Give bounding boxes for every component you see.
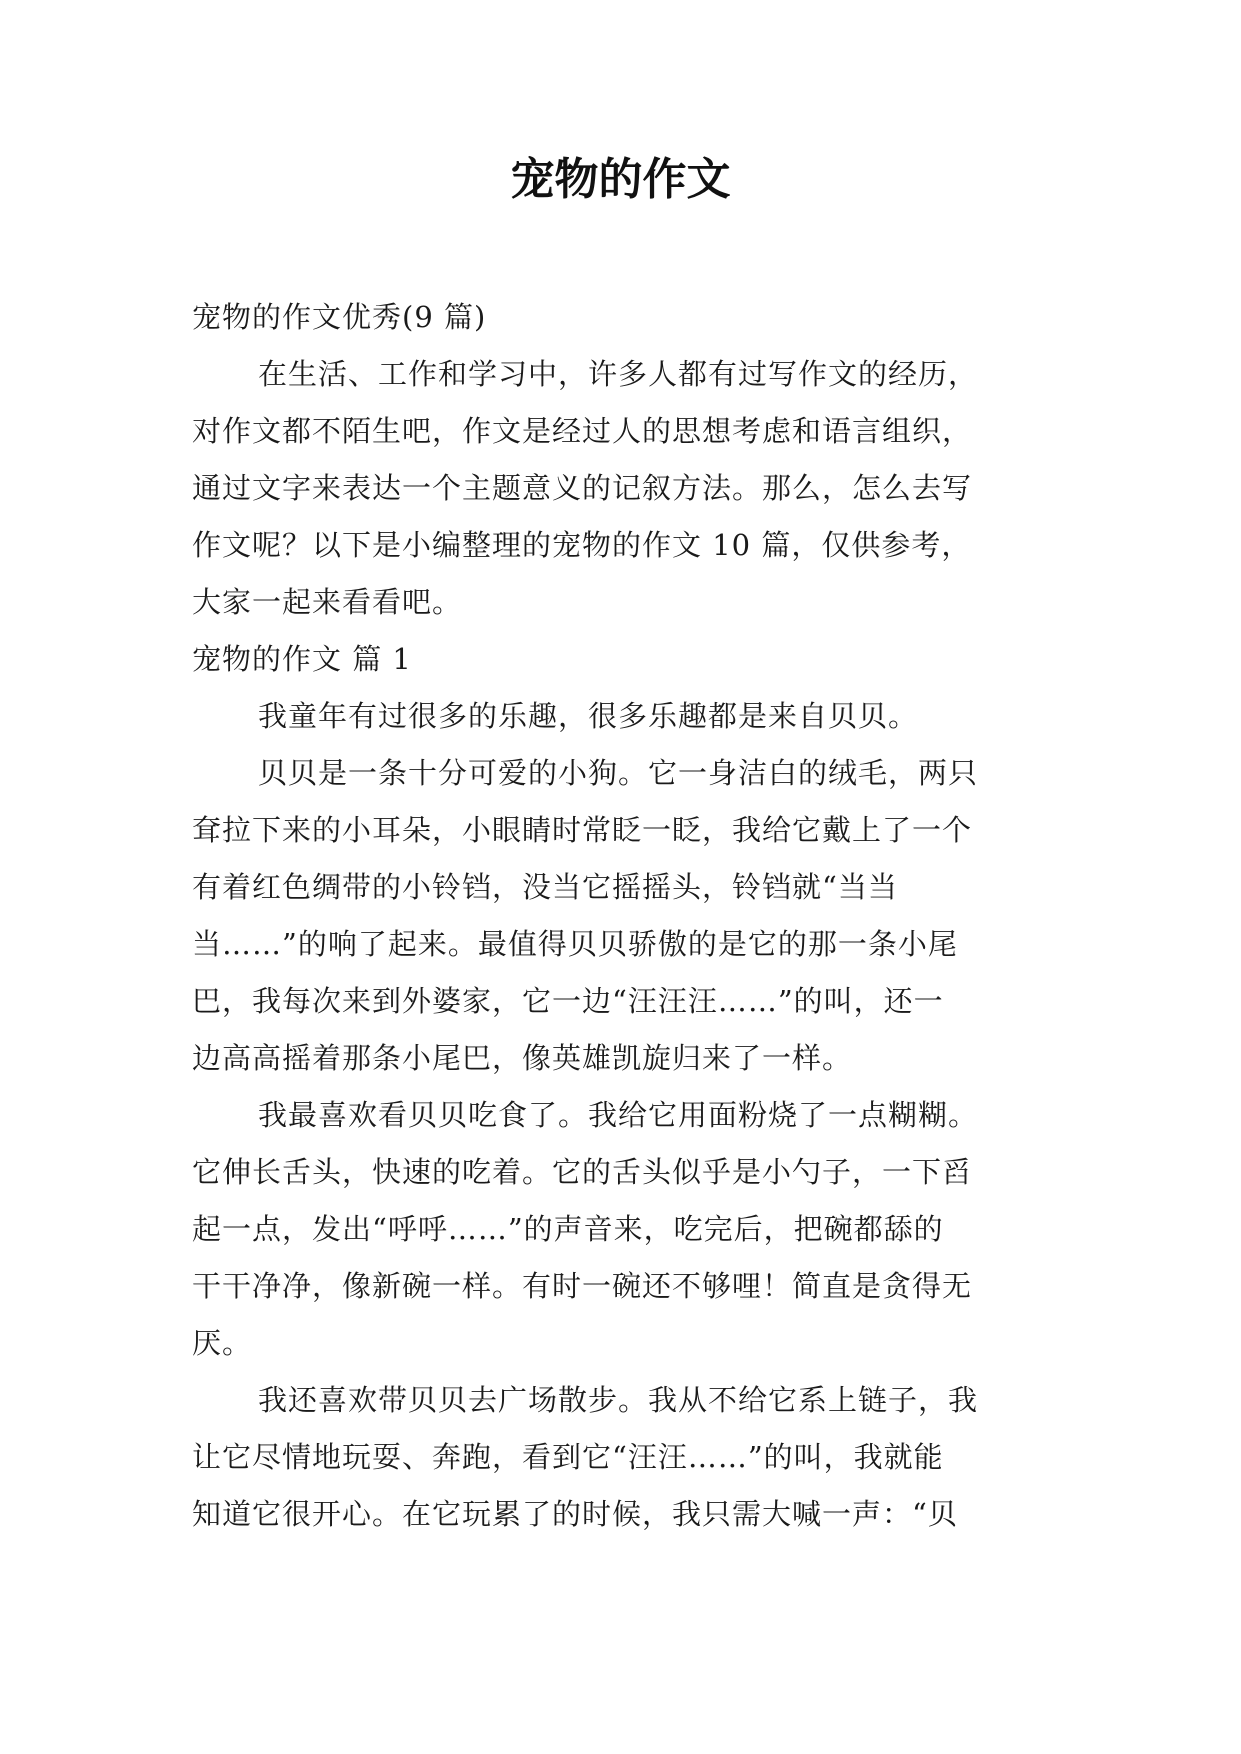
text-line: 作文呢？以下是小编整理的宠物的作文 10 篇，仅供参考， — [192, 528, 972, 562]
text-line: 当……”的响了起来。最值得贝贝骄傲的是它的那一条小尾 — [192, 927, 958, 961]
text-line: 边高高摇着那条小尾巴，像英雄凯旋归来了一样。 — [192, 1041, 853, 1075]
document-title: 宠物的作文 — [510, 154, 731, 205]
text-line: 我还喜欢带贝贝去广场散步。我从不给它系上链子，我 — [258, 1383, 979, 1417]
text-line: 厌。 — [192, 1326, 253, 1360]
text-line: 知道它很开心。在它玩累了的时候，我只需大喊一声：“贝 — [192, 1497, 958, 1531]
section-heading: 宠物的作文 篇 1 — [192, 642, 412, 676]
text-line: 耷拉下来的小耳朵，小眼睛时常眨一眨，我给它戴上了一个 — [192, 813, 973, 847]
text-line: 贝贝是一条十分可爱的小狗。它一身洁白的绒毛，两只 — [258, 756, 979, 790]
text-line: 我童年有过很多的乐趣，很多乐趣都是来自贝贝。 — [258, 699, 919, 733]
subtitle-line: 宠物的作文优秀(9 篇) — [192, 300, 487, 334]
text-line: 让它尽情地玩耍、奔跑，看到它“汪汪……”的叫，我就能 — [192, 1440, 944, 1474]
text-line: 它伸长舌头，快速的吃着。它的舌头似乎是小勺子，一下舀 — [192, 1155, 973, 1189]
text-line: 干干净净，像新碗一样。有时一碗还不够哩！简直是贪得无 — [192, 1269, 973, 1303]
text-line: 在生活、工作和学习中，许多人都有过写作文的经历， — [258, 357, 979, 391]
text-line: 起一点，发出“呼呼……”的声音来，吃完后，把碗都舔的 — [192, 1212, 944, 1246]
text-line: 巴，我每次来到外婆家，它一边“汪汪汪……”的叫，还一 — [192, 984, 944, 1018]
text-line: 我最喜欢看贝贝吃食了。我给它用面粉烧了一点糊糊。 — [258, 1098, 979, 1132]
text-line: 对作文都不陌生吧，作文是经过人的思想考虑和语言组织， — [192, 414, 973, 448]
text-line: 有着红色绸带的小铃铛，没当它摇摇头，铃铛就“当当 — [192, 870, 898, 904]
text-line: 通过文字来表达一个主题意义的记叙方法。那么，怎么去写 — [192, 471, 973, 505]
text-line: 大家一起来看看吧。 — [192, 585, 463, 619]
